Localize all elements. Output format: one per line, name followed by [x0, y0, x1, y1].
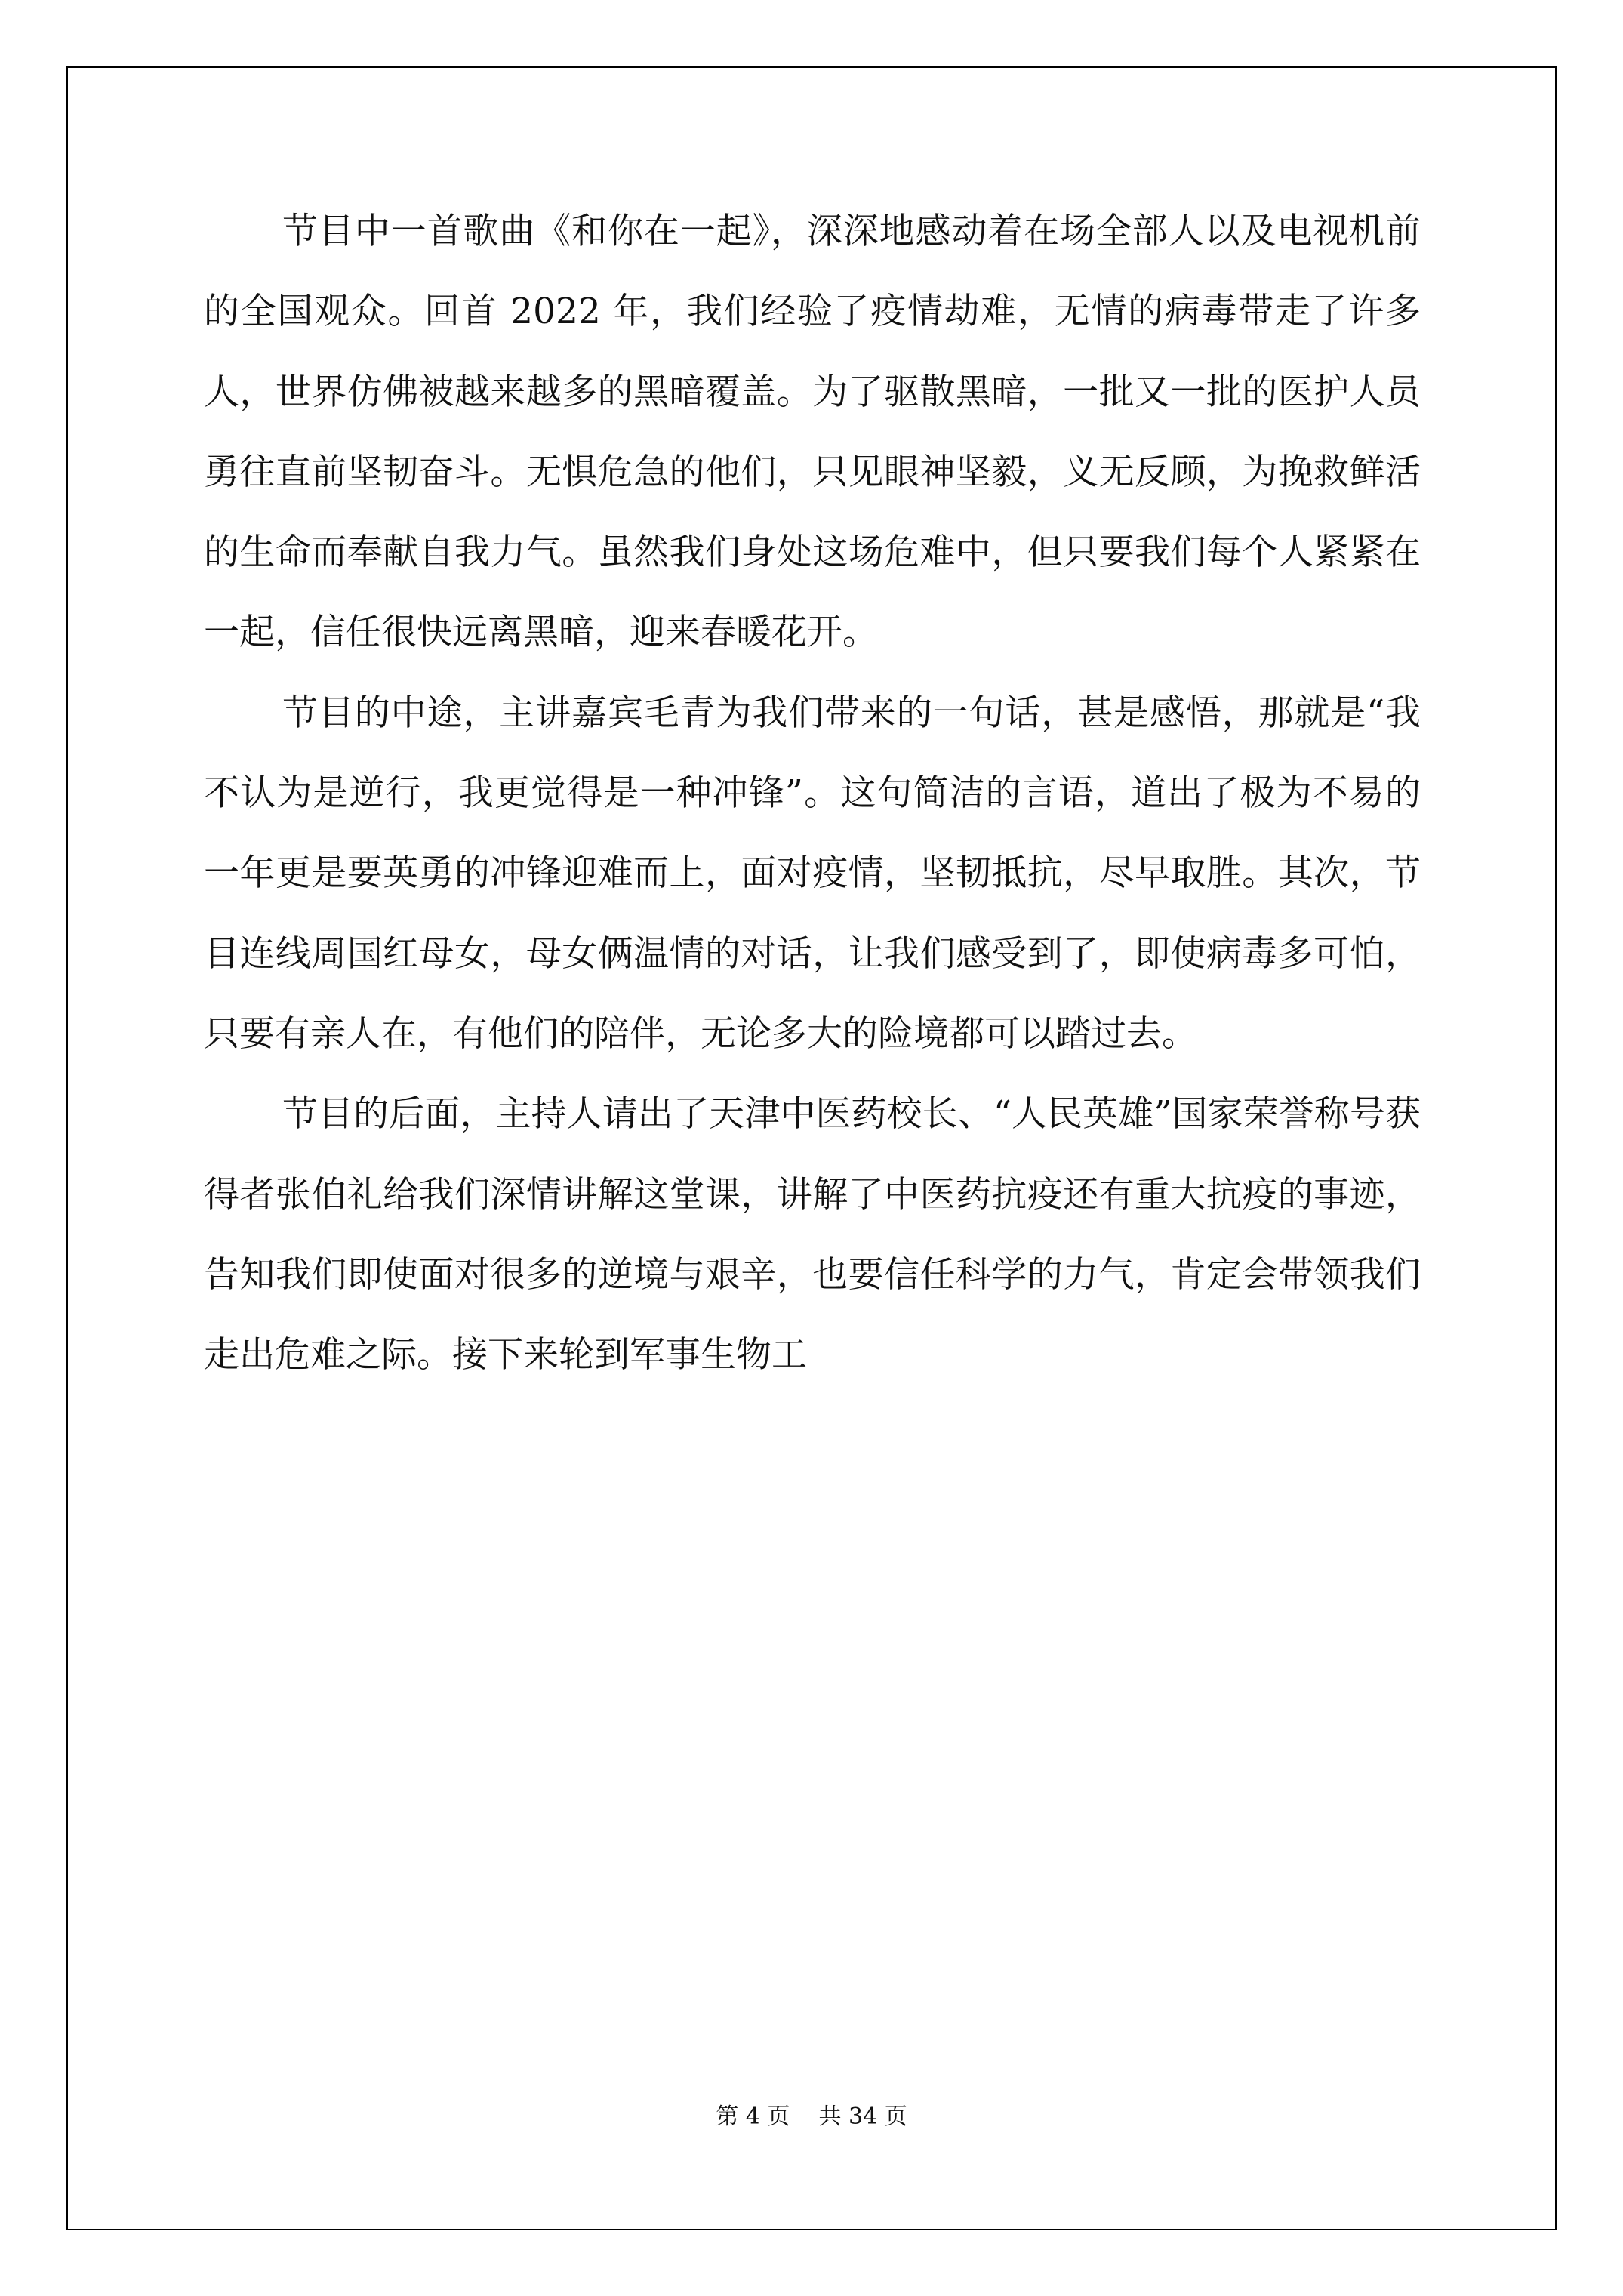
page-footer: 第 4 页 共 34 页	[716, 2103, 907, 2130]
document-body	[204, 192, 1421, 1395]
paragraph-2: 节目的中途，主讲嘉宾毛青为我们带来的一句话，甚是感悟，那就是“我不认为是逆行，我更觉得是一种冲锋”。这句简洁的言语，道出了极为不易的一年更是要英勇的冲锋迎难而上，面对疫情，坚韧抵抗，尽早取胜。其次，节目连线周国红母女，母女俩温情的对话，让我们感受到了，即使病毒多可怕，只要有亲人在，有他们的陪伴，无论多大的险境都可以踏过去。	[204, 692, 1421, 1055]
paragraph-1: 节目中一首歌曲《和你在一起》，深深地感动着在场全部人以及电视机前的全国观众。回首 2022 年，我们经验了疫情劫难，无情的病毒带走了许多人，世界仿佛被越来越多的黑暗覆盖。为了驱散黑暗，一批又一批的医护人员勇往直前坚韧奋斗。无惧危急的他们，只见眼神坚毅，义无反顾，为挽救鲜活的生命而奉献自我力气。虽然我们身处这场危难中，但只要我们每个人紧紧在一起，信任很快远离黑暗，迎来春暖花开。	[204, 211, 1421, 654]
paragraph-3: 节目的后面，主持人请出了天津中医药校长、“人民英雄”国家荣誉称号获得者张伯礼给我们深情讲解这堂课，讲解了中医药抗疫还有重大抗疫的事迹，告知我们即使面对很多的逆境与艰辛，也要信任科学的力气，肯定会带领我们走出危难之际。接下来轮到军事生物工	[204, 1093, 1421, 1376]
